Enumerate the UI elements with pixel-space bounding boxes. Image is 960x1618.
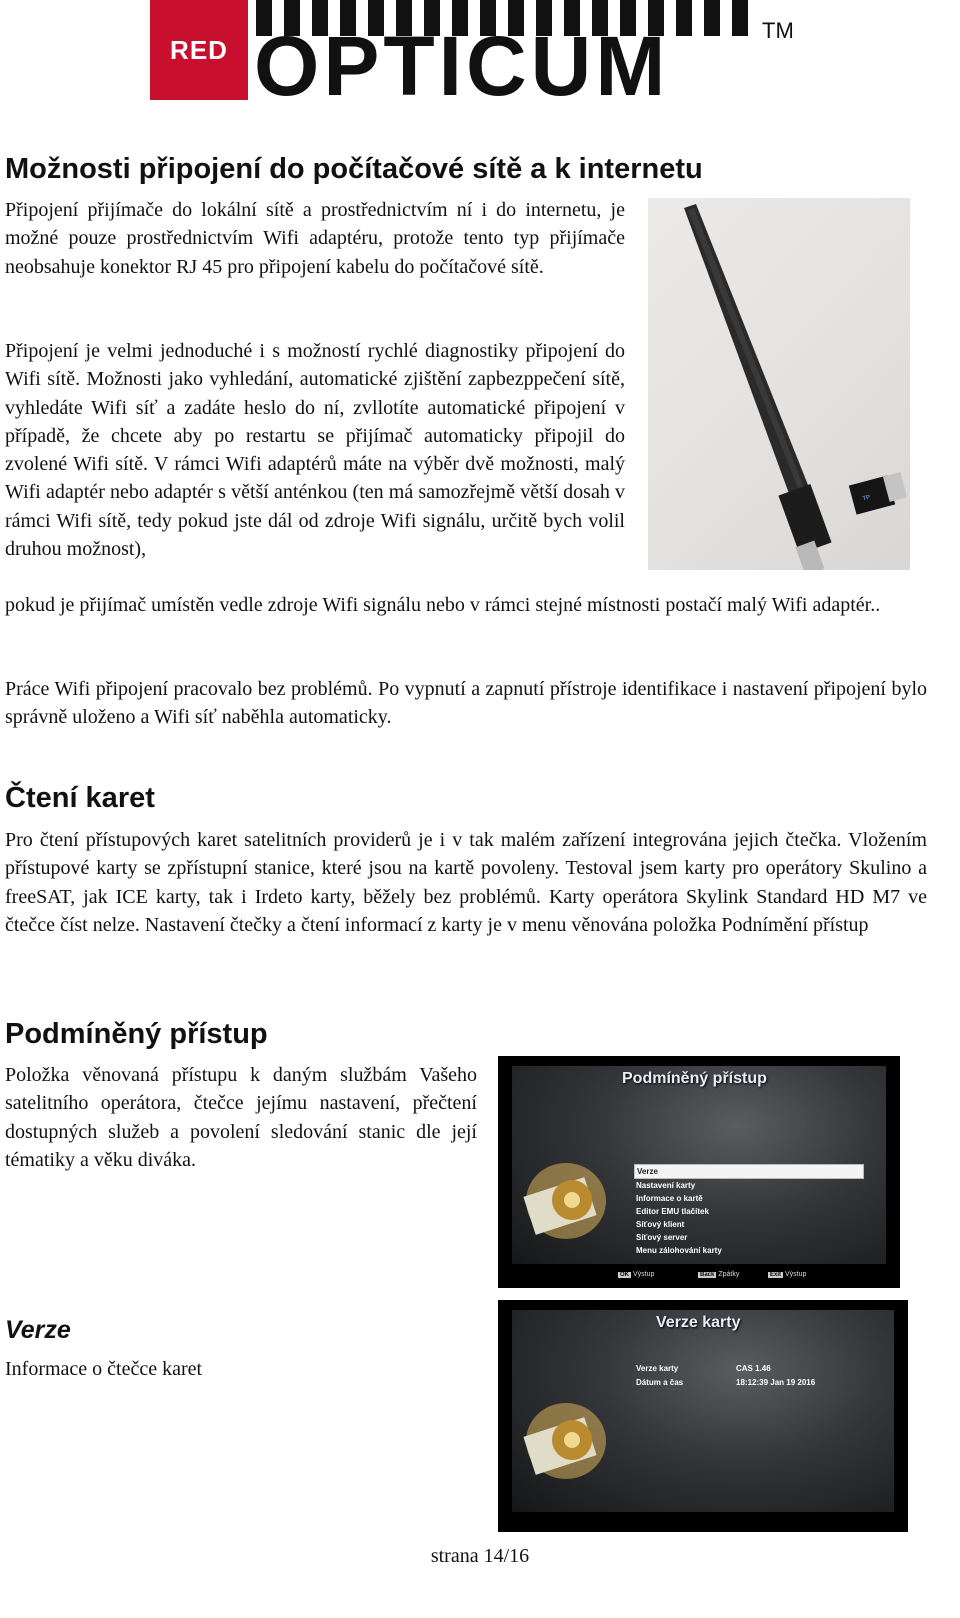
- paragraph-card-reading: Pro čtení přístupových karet satelitních providerů je i v tak malém zařízení integrována jejich čtečka. Vložením přístupové karty se zpřístupní stanice, které jsou na kartě povoleny. Testoval jsem karty pro operátory Skulino a freeSAT, jak ICE karty, tak i Irdeto karty, běžely bez problémů. Karty operátora Skylink Standard HD M7 ve čtečce číst nelze. Nastavení čtečky a čtení informací z karty je v menu věnována položka Podnímění přístup: [5, 829, 927, 936]
- logo-red-text: RED: [170, 34, 228, 65]
- logo-red-box: [150, 0, 248, 100]
- tv-bar-label: Výstup: [633, 1271, 655, 1278]
- paragraph-conditional-access: Položka věnovaná přístupu k daným službám Vašeho satelitního operátora, čtečce jejímu nastavení, přečtení dostupných služeb a povolení sledování stanic dle její tématiky a věku diváka.: [5, 1064, 477, 1171]
- page-number: strana 14/16: [430, 1545, 530, 1567]
- tv-menu-item-network-server[interactable]: Síťový server: [636, 1233, 688, 1242]
- tv-bottom-bar: [498, 1264, 900, 1288]
- tv-screenshot-card-version: [498, 1300, 908, 1532]
- paragraph-verze: Informace o čtečce karet: [5, 1358, 203, 1380]
- tv-menu-item-card-settings[interactable]: Nastavení karty: [636, 1181, 696, 1190]
- tv-menu: [634, 1164, 864, 1257]
- tv-info-label-datetime: Dátum a čas: [636, 1378, 684, 1387]
- logo-wordmark: OPTICUM: [254, 19, 670, 113]
- satellite-dish-icon: [516, 1396, 616, 1486]
- tv-menu-item-card-info[interactable]: Informace o kartě: [636, 1194, 703, 1203]
- logo-trademark: TM: [762, 18, 794, 43]
- tv-bar-hint-ok: [618, 1271, 654, 1278]
- svg-text:TP: TP: [862, 494, 872, 503]
- section-heading-verze: Verze: [5, 1316, 71, 1344]
- wifi-adapter-photo: [648, 198, 910, 570]
- tv-bar-label: Výstup: [785, 1271, 807, 1278]
- tv-menu-item-network-client[interactable]: Síťový klient: [636, 1220, 685, 1229]
- tv-info-value-datetime: 18:12:39 Jan 19 2016: [736, 1378, 816, 1387]
- tv-menu-item-card-backup[interactable]: Menu zálohování karty: [636, 1246, 722, 1255]
- opticum-logo: [150, 0, 794, 113]
- section-heading-card-reading: Čtení karet: [5, 782, 155, 814]
- tv-menu-item-emu-editor[interactable]: Editor EMU tlačítek: [636, 1207, 709, 1216]
- section-heading-conditional-access: Podmíněný přístup: [5, 1018, 268, 1050]
- tv-menu-item-verze[interactable]: Verze: [634, 1164, 864, 1179]
- tv-bar-label: Zpátky: [718, 1271, 740, 1278]
- tv-bar-hint-back: [698, 1271, 739, 1278]
- paragraph-wifi-result: Práce Wifi připojení pracovalo bez problémů. Po vypnutí a zapnutí přístroje identifikace i nastavení připojení bylo správně uloženo a Wifi síť naběhla automaticky.: [5, 678, 927, 729]
- tv-screenshot-conditional-access: [498, 1056, 900, 1288]
- tv-info-value-version: CAS 1.46: [736, 1364, 771, 1373]
- paragraph-wifi-intro: Připojení přijímače do lokální sítě a prostřednictvím ní i do internetu, je možné pouze prostřednictvím Wifi adaptéru, protože tento typ přijímače neobsahuje konektor RJ 45 pro připojení kabelu do počítačové sítě.: [5, 199, 625, 278]
- tv-title: Verze karty: [656, 1314, 741, 1331]
- wifi-adapter-illustration: [648, 198, 910, 570]
- tv-info-label-version: Verze karty: [636, 1364, 679, 1373]
- tv-bar-key: OK: [620, 1272, 629, 1278]
- tv-title: Podmíněný přístup: [622, 1070, 767, 1087]
- paragraph-wifi-small-adapter: pokud je přijímač umístěn vedle zdroje Wifi signálu nebo v rámci stejné místnosti postačí malý Wifi adaptér..: [5, 594, 881, 616]
- section-heading-network: Možnosti připojení do počítačové sítě a k internetu: [5, 153, 703, 185]
- satellite-dish-icon: [516, 1156, 616, 1246]
- tv-bar-key: Exit: [770, 1272, 782, 1278]
- tv-bar-key: Back: [700, 1272, 715, 1278]
- paragraph-wifi-setup: Připojení je velmi jednoduché i s možností rychlé diagnostiky připojení do Wifi sítě. Možnosti jako vyhledání, automatické zjištění zapbezppečení sítě, vyhledáte Wifi síť a zadáte heslo do ní, zvllotíte automatické připojení v případě, že chcete aby po restartu se přijímač automaticky připojil do zvolené Wifi sítě. V rámci Wifi adaptérů máte na výběr dvě možnosti, malý Wifi adaptér nebo adaptér s větší anténkou (ten má samozřejmě větší dosah v rámci Wifi sítě, tedy pokud jste dál od zdroje Wifi signálu, určitě bych volil druhou možnost),: [5, 340, 625, 561]
- tv-bar-hint-exit: [768, 1271, 806, 1278]
